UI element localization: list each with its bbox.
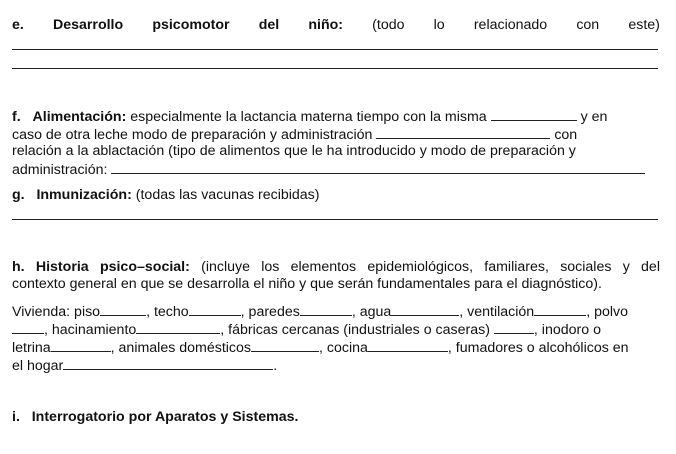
section-f-text3: relación a la ablactación (tipo de alimentos que le ha introducido y modo de preparación y xyxy=(12,143,576,159)
piso-label: Vivienda: piso xyxy=(12,304,101,320)
section-f-line3 xyxy=(12,142,660,160)
section-e-title-word: psicomotor xyxy=(152,17,230,33)
section-e-note-word: (todo xyxy=(372,17,405,33)
fabricas-label: , fábricas cercanas (industriales o caseras) xyxy=(220,322,490,338)
polvo-field[interactable] xyxy=(12,320,44,334)
section-e-note-word: relacionado xyxy=(473,17,548,33)
section-e-note-word: lo xyxy=(433,17,445,33)
section-e-letter: e. xyxy=(12,17,24,33)
section-h-text2: contexto general en que se desarrolla el niño y que serán fundamentales para el diagnóstico). xyxy=(12,276,602,292)
fumadores-label: , fumadores o alcohólicos en xyxy=(447,340,629,356)
section-h-text-word: (incluye xyxy=(201,259,250,275)
fabricas-field[interactable] xyxy=(494,320,534,334)
section-g-title: Inmunización: xyxy=(36,187,132,203)
animales-label: , animales domésticos xyxy=(110,340,252,356)
section-h-title-word: h. xyxy=(12,259,25,275)
section-e-note-word: este) xyxy=(628,17,660,33)
section-f-text4: administración: xyxy=(12,162,108,178)
ventilacion-field[interactable] xyxy=(534,302,586,316)
section-h-line2 xyxy=(12,275,660,293)
vivienda-line3 xyxy=(12,338,660,357)
section-e-line xyxy=(12,16,660,34)
section-h-title-word: Historia xyxy=(35,259,89,275)
section-e-title-word: del xyxy=(258,17,280,33)
inodoro-letrina-field[interactable] xyxy=(51,338,111,352)
section-f-line1 xyxy=(12,107,660,126)
section-f-text2b: con xyxy=(554,127,578,143)
section-h-text-word: familiares, xyxy=(484,259,549,275)
section-f-title: Alimentación: xyxy=(32,109,127,125)
section-h-text-word: elementos xyxy=(290,259,357,275)
section-h-title-word: psico–social: xyxy=(99,259,190,275)
answer-line-e-2[interactable] xyxy=(12,68,658,69)
section-h-text-word: y xyxy=(622,259,630,275)
vivienda-line4 xyxy=(12,356,660,375)
animales-field[interactable] xyxy=(251,338,319,352)
section-i-letter: i. xyxy=(12,409,20,425)
cocina-field[interactable] xyxy=(368,338,448,352)
hogar-label: el hogar xyxy=(12,358,64,374)
piso-field[interactable] xyxy=(100,302,146,316)
section-g-heading xyxy=(12,186,660,204)
letrina-label: letrina xyxy=(12,340,51,356)
inodoro-label: , inodoro o xyxy=(533,322,601,338)
ablactacion-field[interactable] xyxy=(111,160,645,174)
section-f-letter: f. xyxy=(12,109,21,125)
leche-preparacion-field[interactable] xyxy=(376,125,550,139)
cocina-label: , cocina xyxy=(319,340,368,356)
vivienda-line2 xyxy=(12,320,660,339)
section-e-title-word: Desarrollo xyxy=(52,17,124,33)
section-h-text-word: del xyxy=(641,259,660,275)
vivienda-line1 xyxy=(12,302,660,321)
paredes-label: , paredes xyxy=(240,304,300,320)
section-f-text2: caso de otra leche modo de preparación y administración xyxy=(12,127,373,143)
answer-line-g-1[interactable] xyxy=(12,219,658,220)
section-h-text-word: sociales xyxy=(560,259,612,275)
section-h-line1 xyxy=(12,258,660,276)
hacinamiento-label: , hacinamiento xyxy=(44,322,137,338)
answer-line-e-1[interactable] xyxy=(12,49,658,50)
fumadores-field[interactable] xyxy=(63,356,273,370)
section-h-text-word: los xyxy=(261,259,280,275)
period: . xyxy=(273,358,278,374)
polvo-label: , polvo xyxy=(586,304,629,320)
section-e-title-word: niño: xyxy=(308,17,344,33)
techo-label: , techo xyxy=(146,304,189,320)
section-i-heading xyxy=(12,408,660,426)
section-e-note-word: con xyxy=(576,17,600,33)
section-f-text1: especialmente la lactancia materna tiempo con la misma xyxy=(130,109,487,125)
lactancia-time-field[interactable] xyxy=(491,107,577,121)
ventilacion-label: , ventilación xyxy=(459,304,535,320)
section-f-text1b: y en xyxy=(580,109,608,125)
section-g-note: (todas las vacunas recibidas) xyxy=(135,187,320,203)
section-f-line4 xyxy=(12,160,660,179)
paredes-field[interactable] xyxy=(300,302,352,316)
section-h-text-word: epidemiológicos, xyxy=(367,259,474,275)
hacinamiento-field[interactable] xyxy=(136,320,220,334)
section-i-title: Interrogatorio por Aparatos y Sistemas. xyxy=(31,409,299,425)
section-g-letter: g. xyxy=(12,187,25,203)
techo-field[interactable] xyxy=(189,302,241,316)
agua-field[interactable] xyxy=(391,302,459,316)
agua-label: , agua xyxy=(351,304,392,320)
